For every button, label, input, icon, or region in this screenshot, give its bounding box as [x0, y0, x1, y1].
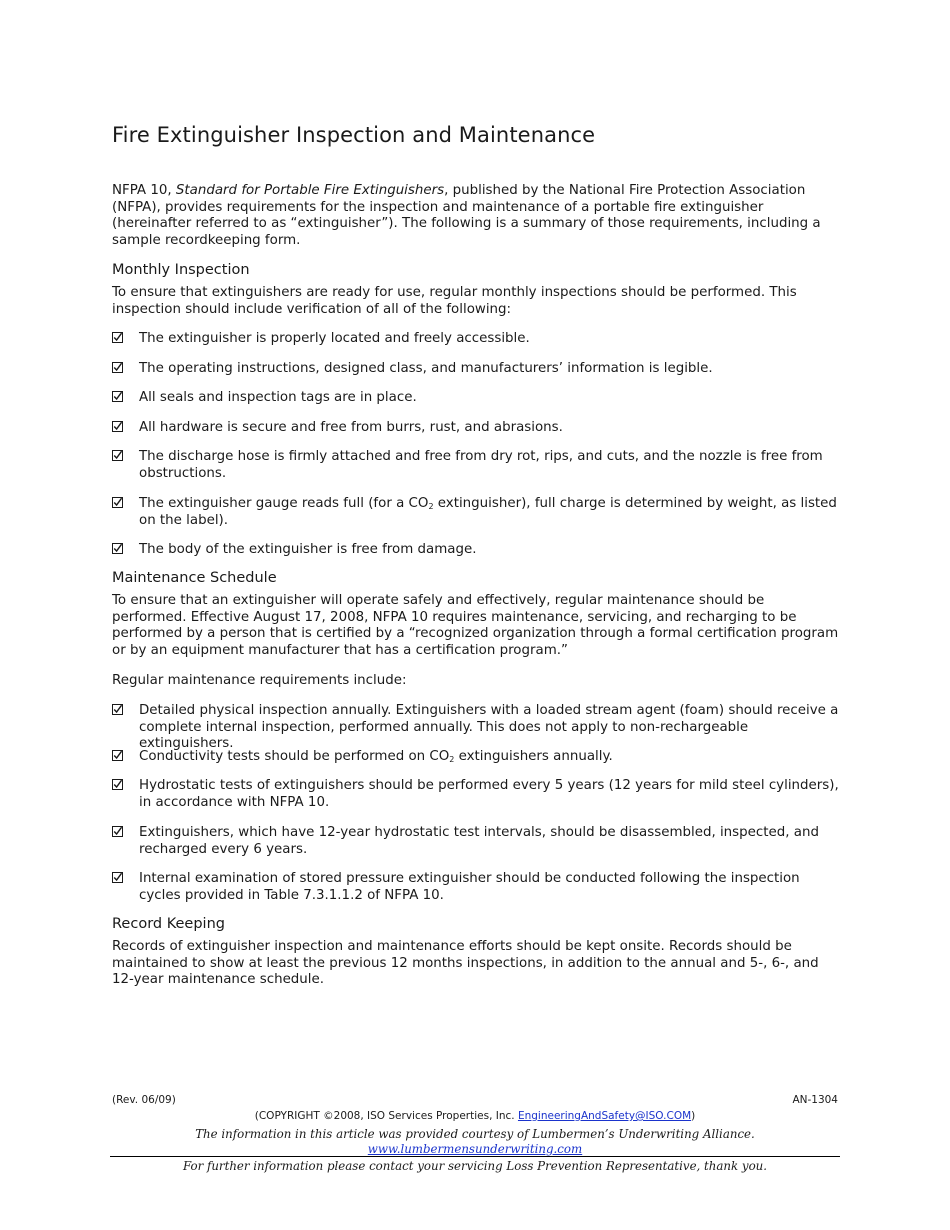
list-item [112, 778, 840, 811]
copyright-line [0, 1110, 950, 1122]
co2-subscript: 2 [449, 755, 455, 764]
records-heading: Record Keeping [112, 916, 225, 932]
revision-label: (Rev. 06/09) [112, 1094, 176, 1106]
contact-line: For further information please contact your servicing Loss Prevention Representative, thank you. [182, 1159, 768, 1173]
list-item [112, 420, 840, 437]
monthly-heading: Monthly Inspection [112, 262, 250, 278]
checked-box-icon [112, 391, 123, 402]
list-item-text: All hardware is secure and free from burrs, rust, and abrasions. [139, 420, 563, 435]
checked-box-icon [112, 497, 123, 508]
records-paragraph: Records of extinguisher inspection and maintenance efforts should be kept onsite. Records should be maintained to show at least the previous 12 months inspections, in addition to the annual and 5-, 6-, and 12-year maintenance schedule. [112, 939, 819, 988]
list-item [112, 331, 840, 348]
maintenance-paragraph: To ensure that an extinguisher will operate safely and effectively, regular maintenance should be performed. Effective August 17, 2008, NFPA 10 requires maintenance, servicing, and recharging to be performed by a person that is certified by a “recognized organization through a formal certification program or by an equipment manufacturer that has a certification program.” [112, 593, 839, 658]
copyright-post: ) [691, 1110, 696, 1122]
gauge-text-pre: The extinguisher gauge reads full (for a CO [139, 496, 429, 511]
list-item-text: All seals and inspection tags are in place. [139, 390, 417, 405]
conductivity-post: extinguishers annually. [454, 749, 613, 764]
checked-box-icon [112, 704, 123, 715]
email-link[interactable]: EngineeringAndSafety@ISO.COM [517, 1110, 692, 1122]
monthly-paragraph: To ensure that extinguishers are ready for use, regular monthly inspections should be performed. This inspection should include verification of all of the following: [112, 285, 797, 317]
list-item [112, 825, 840, 858]
document-code: AN-1304 [792, 1094, 838, 1106]
list-item [112, 871, 840, 904]
list-item-text [139, 749, 840, 766]
gauge-text-post: extinguisher), full charge is determined by weight, as listed on the label). [139, 496, 837, 528]
list-item-text: Hydrostatic tests of extinguishers should be performed every 5 years (12 years for mild steel cylinders), in accordance with NFPA 10. [139, 778, 839, 810]
list-item [112, 496, 840, 529]
list-item-text: The discharge hose is firmly attached and free from dry rot, rips, and cuts, and the nozzle is free from obstructions. [139, 449, 823, 481]
list-item-text [139, 496, 840, 529]
list-item-text: The body of the extinguisher is free from damage. [139, 542, 477, 557]
checked-box-icon [112, 750, 123, 761]
list-item [112, 449, 840, 482]
list-item [112, 703, 840, 753]
checked-box-icon [112, 779, 123, 790]
intro-paragraph [112, 183, 840, 249]
intro-post: , published by the National Fire Protection Association (NFPA), provides requirements for the inspection and maintenance of a portable fire extinguisher (hereinafter referred to as “extinguisher”). The following is a summary of those requirements, including a sample recordkeeping form. [112, 183, 821, 248]
checked-box-icon [112, 826, 123, 837]
conductivity-pre: Conductivity tests should be performed on CO [139, 749, 450, 764]
list-item-text: Internal examination of stored pressure extinguisher should be conducted following the inspection cycles provided in Table 7.3.1.1.2 of NFPA 10. [139, 871, 800, 903]
maintenance-lead: Regular maintenance requirements include: [112, 673, 407, 688]
checked-box-icon [112, 421, 123, 432]
list-item [112, 542, 840, 559]
website-link[interactable]: www.lumbermensunderwriting.com [367, 1142, 583, 1156]
maintenance-heading: Maintenance Schedule [112, 570, 277, 586]
courtesy-line: The information in this article was provided courtesy of Lumbermen’s Underwriting Alliance. [195, 1127, 755, 1141]
list-item-text: The extinguisher is properly located and freely accessible. [139, 331, 530, 346]
checked-box-icon [112, 450, 123, 461]
list-item [112, 390, 840, 407]
checked-box-icon [112, 332, 123, 343]
intro-standard-title: Standard for Portable Fire Extinguishers [175, 183, 445, 198]
list-item-text: Detailed physical inspection annually. Extinguishers with a loaded stream agent (foam) should receive a complete internal inspection, performed annually. This does not apply to non-rechargeable extinguishers. [139, 703, 839, 752]
list-item [112, 749, 840, 766]
list-item-text: Extinguishers, which have 12-year hydrostatic test intervals, should be disassembled, inspected, and recharged every 6 years. [139, 825, 819, 857]
website-line [0, 1142, 950, 1156]
intro-pre: NFPA 10, [112, 183, 176, 198]
checked-box-icon [112, 362, 123, 373]
list-item-text: The operating instructions, designed class, and manufacturers’ information is legible. [139, 361, 713, 376]
copyright-pre: (COPYRIGHT ©2008, ISO Services Properties, Inc. [254, 1110, 518, 1122]
checked-box-icon [112, 872, 123, 883]
page-title: Fire Extinguisher Inspection and Maintenance [112, 123, 596, 147]
checked-box-icon [112, 543, 123, 554]
co2-subscript: 2 [428, 502, 434, 511]
list-item [112, 361, 840, 378]
footer-divider [110, 1156, 840, 1157]
